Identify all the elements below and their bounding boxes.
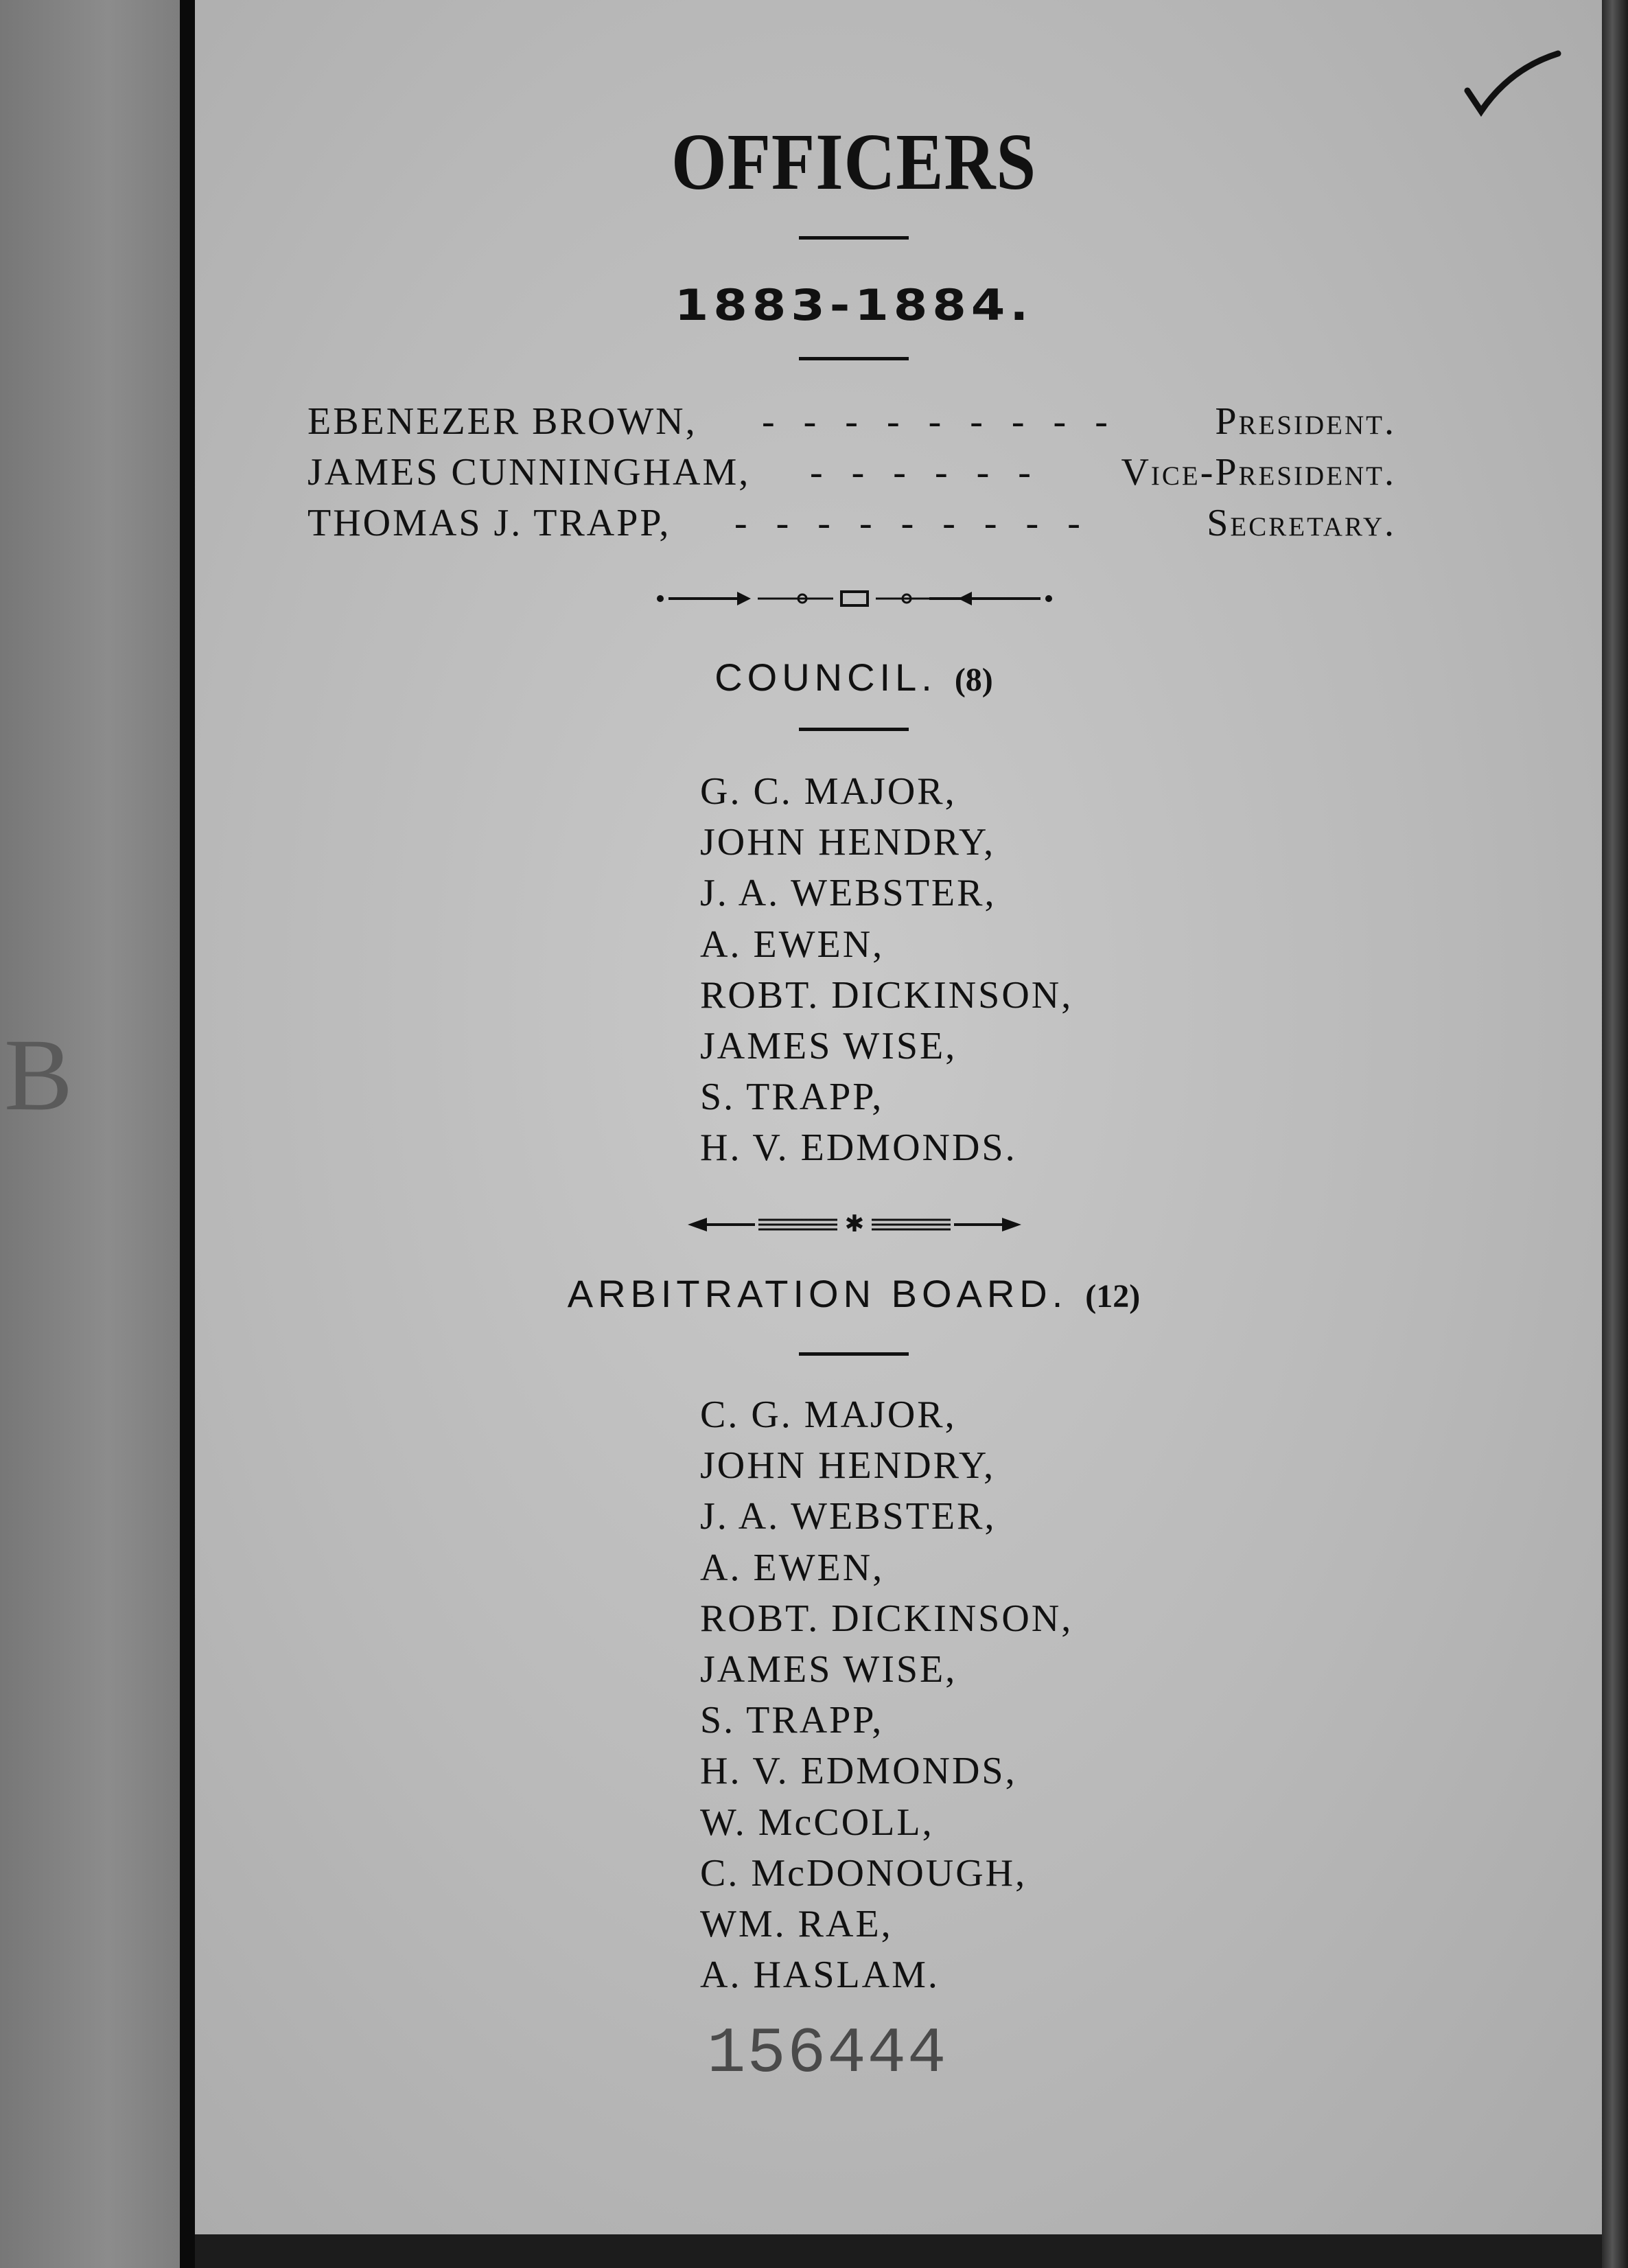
member-name: J. A. WEBSTER, bbox=[700, 1495, 997, 1538]
title-rule bbox=[799, 236, 909, 240]
officer-name: EBENEZER BROWN, bbox=[307, 400, 697, 443]
member-name: JAMES WISE, bbox=[700, 1647, 957, 1691]
council-heading bbox=[195, 655, 1513, 699]
book-gutter bbox=[180, 0, 195, 2268]
member-name: C. McDONOUGH, bbox=[700, 1851, 1027, 1895]
ornament-divider-1 bbox=[655, 589, 1054, 608]
checkmark-icon bbox=[1462, 48, 1565, 124]
member-name: A. EWEN, bbox=[700, 923, 885, 966]
svg-text:✱: ✱ bbox=[844, 1214, 865, 1236]
member-name: JOHN HENDRY, bbox=[700, 821, 996, 864]
officer-row bbox=[307, 450, 1396, 496]
years-rule bbox=[799, 357, 909, 360]
member-name: A. HASLAM. bbox=[700, 1954, 940, 1997]
officer-role: President. bbox=[1215, 400, 1396, 443]
officer-role: Vice-President. bbox=[1121, 451, 1396, 494]
officer-name: JAMES CUNNINGHAM, bbox=[307, 451, 751, 494]
member-name: ROBT. DICKINSON, bbox=[700, 1597, 1073, 1640]
council-count: (8) bbox=[954, 662, 993, 698]
member-name: S. TRAPP, bbox=[700, 1699, 884, 1742]
term-years: 1883-1884. bbox=[674, 280, 1034, 330]
member-name: JAMES WISE, bbox=[700, 1024, 957, 1067]
member-name: C. G. MAJOR, bbox=[700, 1393, 957, 1436]
member-name: J. A. WEBSTER, bbox=[700, 872, 997, 915]
inventory-stamp-number: 156444 bbox=[707, 2018, 948, 2091]
member-name: JOHN HENDRY, bbox=[700, 1444, 996, 1488]
arbitration-rule bbox=[799, 1352, 909, 1356]
officer-row bbox=[307, 501, 1396, 546]
member-name: W. McCOLL, bbox=[700, 1801, 934, 1844]
officer-leader-dashes: - - - - - - - - - bbox=[762, 400, 1117, 443]
arbitration-members bbox=[700, 1389, 1073, 2000]
council-members bbox=[700, 766, 1073, 1174]
ornament-divider-2 bbox=[686, 1214, 1023, 1236]
page-bottom-edge bbox=[195, 2234, 1602, 2268]
arbitration-heading-text: ARBITRATION BOARD. bbox=[567, 1272, 1068, 1315]
member-name: A. EWEN, bbox=[700, 1546, 885, 1589]
page-title: OFFICERS bbox=[671, 117, 1037, 207]
officer-role: Secretary. bbox=[1207, 502, 1396, 544]
officer-leader-dashes: - - - - - - bbox=[810, 451, 1040, 494]
member-name: ROBT. DICKINSON, bbox=[700, 973, 1073, 1017]
member-name: G. C. MAJOR, bbox=[700, 770, 957, 813]
member-name: H. V. EDMONDS. bbox=[700, 1126, 1017, 1170]
officer-name: THOMAS J. TRAPP, bbox=[307, 502, 671, 544]
arbitration-count: (12) bbox=[1085, 1278, 1141, 1315]
arbitration-heading bbox=[195, 1271, 1513, 1316]
council-heading-text: COUNCIL. bbox=[714, 656, 937, 699]
left-facing-page bbox=[0, 0, 180, 2268]
council-rule bbox=[799, 728, 909, 731]
member-name: H. V. EDMONDS, bbox=[700, 1750, 1017, 1793]
member-name: WM. RAE, bbox=[700, 1902, 893, 1945]
officer-leader-dashes: - - - - - - - - - bbox=[734, 502, 1090, 544]
officer-row bbox=[307, 400, 1396, 445]
page-right-edge bbox=[1602, 0, 1628, 2268]
member-name: S. TRAPP, bbox=[700, 1076, 884, 1119]
left-page-letter-fragment: B bbox=[4, 1018, 73, 1132]
